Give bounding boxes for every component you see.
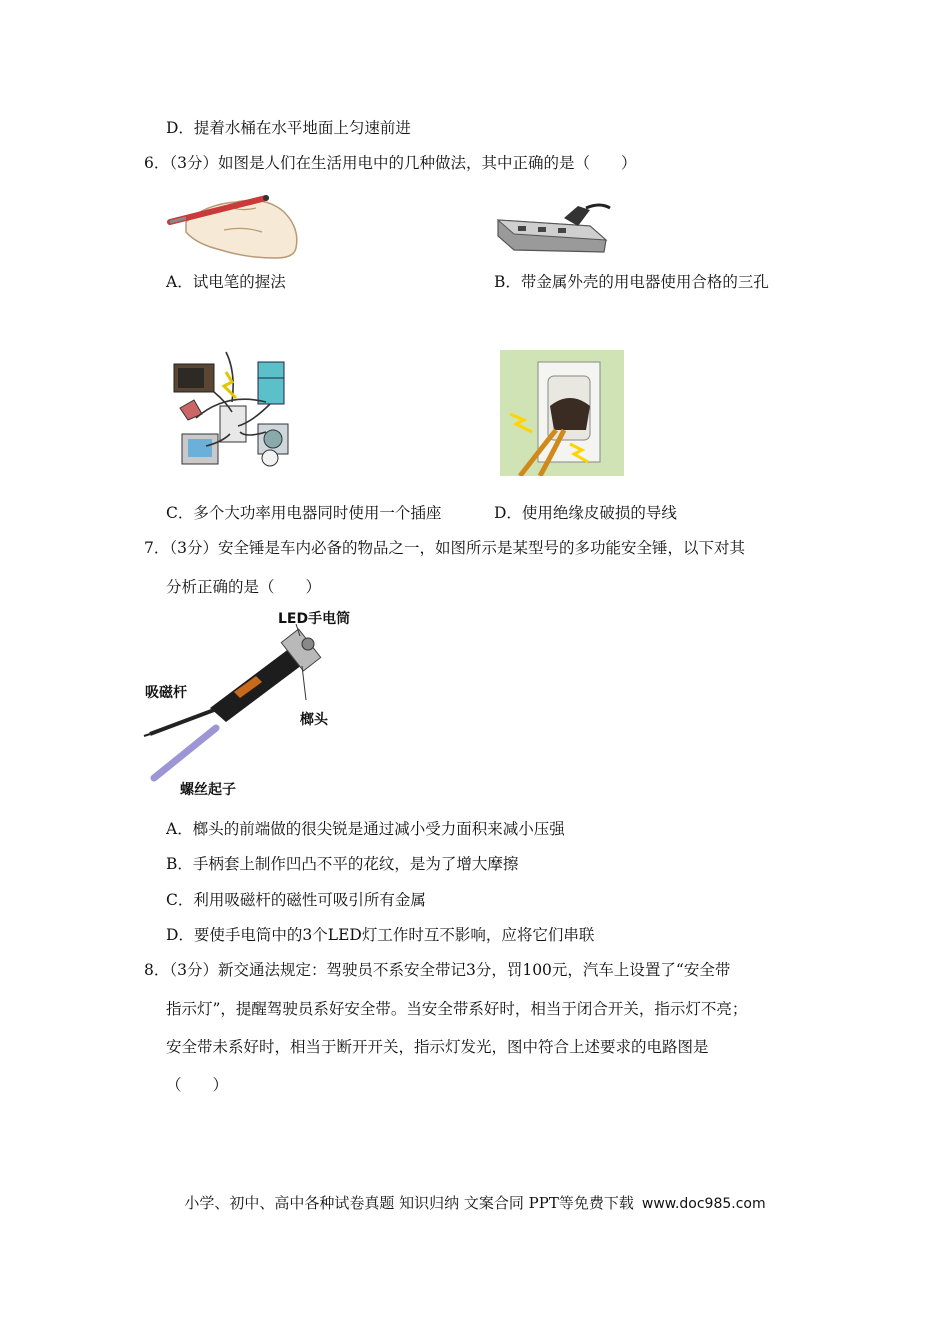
q7-option-c: C．利用吸磁杆的磁性可吸引所有金属	[166, 891, 426, 909]
q7-stem-line2: 分析正确的是（ ）	[166, 578, 322, 596]
test-pen-grip-image	[166, 182, 302, 260]
overloaded-socket-image	[166, 342, 302, 476]
label-magnetic-rod: 吸磁杆	[145, 685, 187, 701]
q7-option-d: D．要使手电筒中的3个LED灯工作时互不影响，应将它们串联	[166, 926, 595, 944]
page-footer	[0, 1192, 950, 1213]
footer-url[interactable]: www.doc985.com	[641, 1196, 766, 1212]
q7-option-a: A．榔头的前端做的很尖锐是通过减小受力面积来减小压强	[166, 820, 565, 838]
q6-option-b: B．带金属外壳的用电器使用合格的三孔	[494, 273, 769, 291]
safety-hammer-image	[140, 622, 360, 792]
damaged-wire-image	[500, 350, 624, 476]
q6-option-d: D．使用绝缘皮破损的导线	[494, 504, 677, 522]
q8-stem-line1: 8．（3分）新交通法规定：驾驶员不系安全带记3分，罚100元，汽车上设置了“安全带	[144, 961, 731, 979]
label-led-flashlight: LED手电筒	[278, 611, 351, 627]
label-hammer-head: 榔头	[300, 712, 328, 728]
q6-stem: 6．（3分）如图是人们在生活用电中的几种做法，其中正确的是（ ）	[144, 154, 637, 172]
q8-stem-line2: 指示灯”，提醒驾驶员系好安全带。当安全带系好时，相当于闭合开关，指示灯不亮；	[166, 1000, 748, 1018]
q7-option-b: B．手柄套上制作凹凸不平的花纹，是为了增大摩擦	[166, 855, 519, 873]
q8-stem-line3: 安全带未系好时，相当于断开开关，指示灯发光，图中符合上述要求的电路图是	[166, 1038, 709, 1056]
q6-option-c: C．多个大功率用电器同时使用一个插座	[166, 504, 442, 522]
q7-stem-line1: 7．（3分）安全锤是车内必备的物品之一，如图所示是某型号的多功能安全锤，以下对其	[144, 539, 745, 557]
footer-text: 小学、初中、高中各种试卷真题 知识归纳 文案合同 PPT等免费下载	[184, 1194, 634, 1212]
q8-stem-line4: （ ）	[166, 1076, 229, 1094]
power-strip-image	[494, 196, 612, 258]
q6-option-a: A．试电笔的握法	[166, 273, 286, 291]
q5-option-d: D．提着水桶在水平地面上匀速前进	[166, 119, 411, 137]
label-screwdriver: 螺丝起子	[180, 782, 236, 798]
